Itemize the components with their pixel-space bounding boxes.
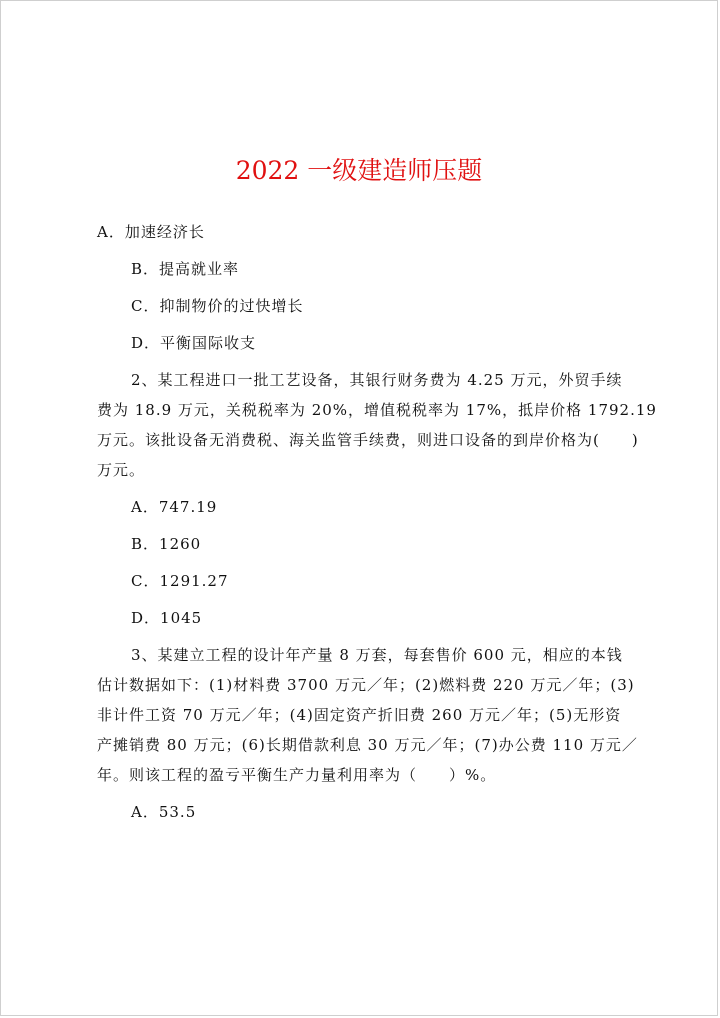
- question-2-line: 万元。: [97, 461, 146, 479]
- option-q1-b: B．提高就业率: [131, 260, 240, 278]
- option-q2-b: B．1260: [131, 535, 202, 553]
- question-3-line: 非计件工资 70 万元／年；(4)固定资产折旧费 260 万元／年；(5)无形资: [97, 706, 622, 724]
- question-2-line: 万元。该批设备无消费税、海关监管手续费，则进口设备的到岸价格为( ): [97, 431, 639, 449]
- question-2: [97, 365, 657, 485]
- question-3-line: 3、某建立工程的设计年产量 8 万套，每套售价 600 元，相应的本钱: [131, 646, 623, 664]
- question-3-line: 估计数据如下：(1)材料费 3700 万元／年；(2)燃料费 220 万元／年；(3): [97, 676, 635, 694]
- option-q2-d: D．1045: [131, 609, 203, 627]
- question-3-line: 年。则该工程的盈亏平衡生产力量利用率为（ ）%。: [97, 766, 497, 784]
- option-q2-a: A．747.19: [131, 498, 218, 516]
- option-q1-c: C．抑制物价的过快增长: [131, 297, 304, 315]
- question-2-line: 2、某工程进口一批工艺设备，其银行财务费为 4.25 万元，外贸手续: [131, 371, 623, 389]
- question-2-line: 费为 18.9 万元，关税税率为 20%，增值税税率为 17%，抵岸价格 1792.19: [97, 401, 657, 419]
- question-3: [97, 640, 657, 790]
- option-q1-a: A．加速经济长: [97, 223, 205, 241]
- document-body: [97, 217, 657, 834]
- question-3-line: 产摊销费 80 万元；(6)长期借款利息 30 万元／年；(7)办公费 110 万元／: [97, 736, 638, 754]
- option-q1-d: D．平衡国际收支: [131, 334, 257, 352]
- document-title: 2022 一级建造师压题: [235, 156, 483, 185]
- option-q2-c: C．1291.27: [131, 572, 229, 590]
- option-q3-a: A．53.5: [131, 803, 197, 821]
